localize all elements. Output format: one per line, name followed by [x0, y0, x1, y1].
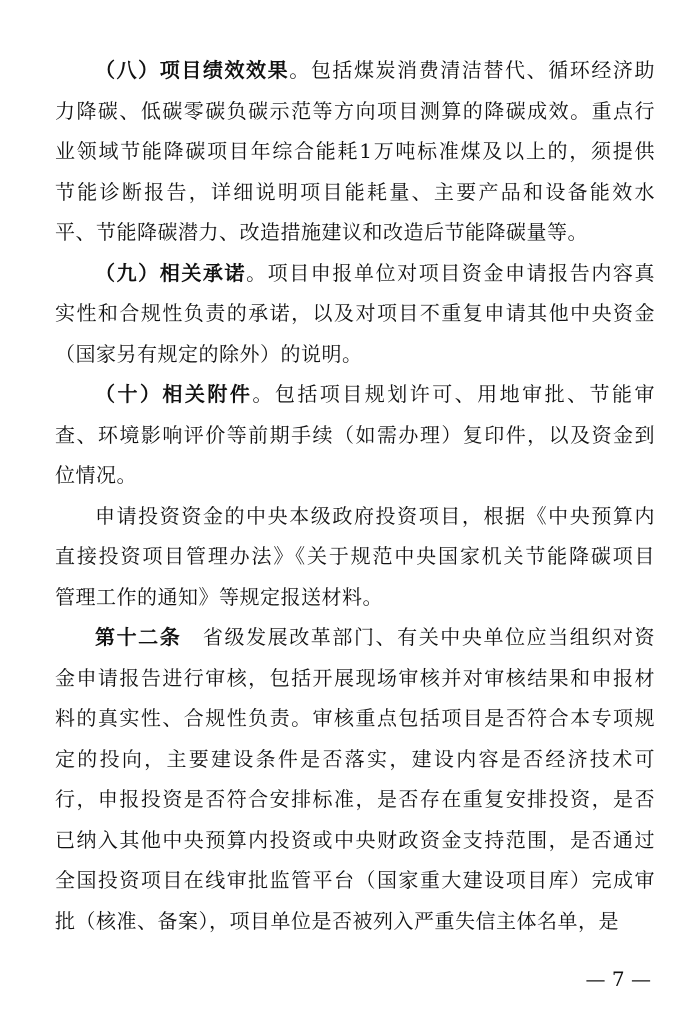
body-text: 批（核准、备案），项目单位是否被列入严重失信主体名单，是: [55, 908, 619, 933]
text-line: [55, 423, 655, 447]
body-text: 。包括项目规划许可、用地审批、节能审: [252, 382, 656, 406]
body-text: 位情况。: [55, 463, 137, 487]
text-line: [55, 868, 655, 892]
text-line: [55, 787, 655, 811]
body-text: 查、环境影响评价等前期手续（如需办理）复印件，以及资金到: [55, 422, 655, 447]
text-line: [55, 463, 655, 487]
body-text: 金申请报告进行审核，包括开展现场审核并对审核结果和申报材: [55, 665, 655, 690]
body-text: 直接投资项目管理办法》《关于规范中央国家机关节能降碳项目: [55, 544, 655, 568]
bold-heading-text: （八）项目绩效效果: [95, 58, 290, 82]
text-line: [55, 585, 655, 609]
body-text: 省级发展改革部门、有关中央单位应当组织对资: [181, 625, 656, 649]
text-line: [55, 909, 655, 933]
body-text: 实性和合规性负责的承诺，以及对项目不重复申请其他中央资金: [55, 301, 655, 325]
body-text: 已纳入其他中央预算内投资或中央财政资金支持范围，是否通过: [55, 827, 655, 852]
bold-heading-text: 第十二条: [95, 625, 182, 649]
body-text: 平、节能降碳潜力、改造措施建议和改造后节能降碳量等。: [55, 220, 588, 244]
text-line: [55, 666, 655, 690]
body-text: 业领域节能降碳项目年综合能耗1万吨标准煤及以上的，须提供: [55, 139, 655, 163]
text-line: [55, 828, 655, 852]
bold-heading-text: （十）相关附件: [95, 382, 253, 406]
body-text: 。项目申报单位对项目资金申请报告内容真: [246, 260, 656, 285]
bold-heading-text: （九）相关承诺: [95, 260, 247, 285]
text-line: [95, 261, 655, 285]
body-text: 。包括煤炭消费清洁替代、循环经济助: [289, 58, 656, 82]
text-line: [55, 139, 655, 163]
text-line: [55, 747, 655, 771]
text-line: [55, 342, 655, 366]
body-text: 料的真实性、合规性负责。审核重点包括项目是否符合本专项规: [55, 706, 655, 730]
text-line: [95, 58, 655, 82]
body-text: 行，申报投资是否符合安排标准，是否存在重复安排投资，是否: [55, 787, 655, 811]
body-text: 节能诊断报告，详细说明项目能耗量、主要产品和设备能效水: [55, 179, 655, 204]
text-line: [55, 220, 655, 244]
text-line: [55, 544, 655, 568]
body-text: 全国投资项目在线审批监管平台（国家重大建设项目库）完成审: [55, 868, 655, 892]
text-line: [95, 625, 655, 649]
body-text: 管理工作的通知》等规定报送材料。: [55, 584, 383, 609]
body-text: 申请投资资金的中央本级政府投资项目，根据《中央预算内: [95, 503, 655, 528]
text-line: [55, 301, 655, 325]
text-line: [55, 180, 655, 204]
text-line: [95, 504, 655, 528]
body-text: 力降碳、低碳零碳负碳示范等方向项目测算的降碳成效。重点行: [55, 98, 655, 123]
text-line: [95, 382, 655, 406]
body-text: （国家另有规定的除外）的说明。: [55, 341, 363, 366]
page-number: — 7 —: [585, 967, 651, 991]
body-text: 定的投向，主要建设条件是否落实，建设内容是否经济技术可: [55, 746, 655, 771]
text-line: [55, 99, 655, 123]
text-line: [55, 706, 655, 730]
